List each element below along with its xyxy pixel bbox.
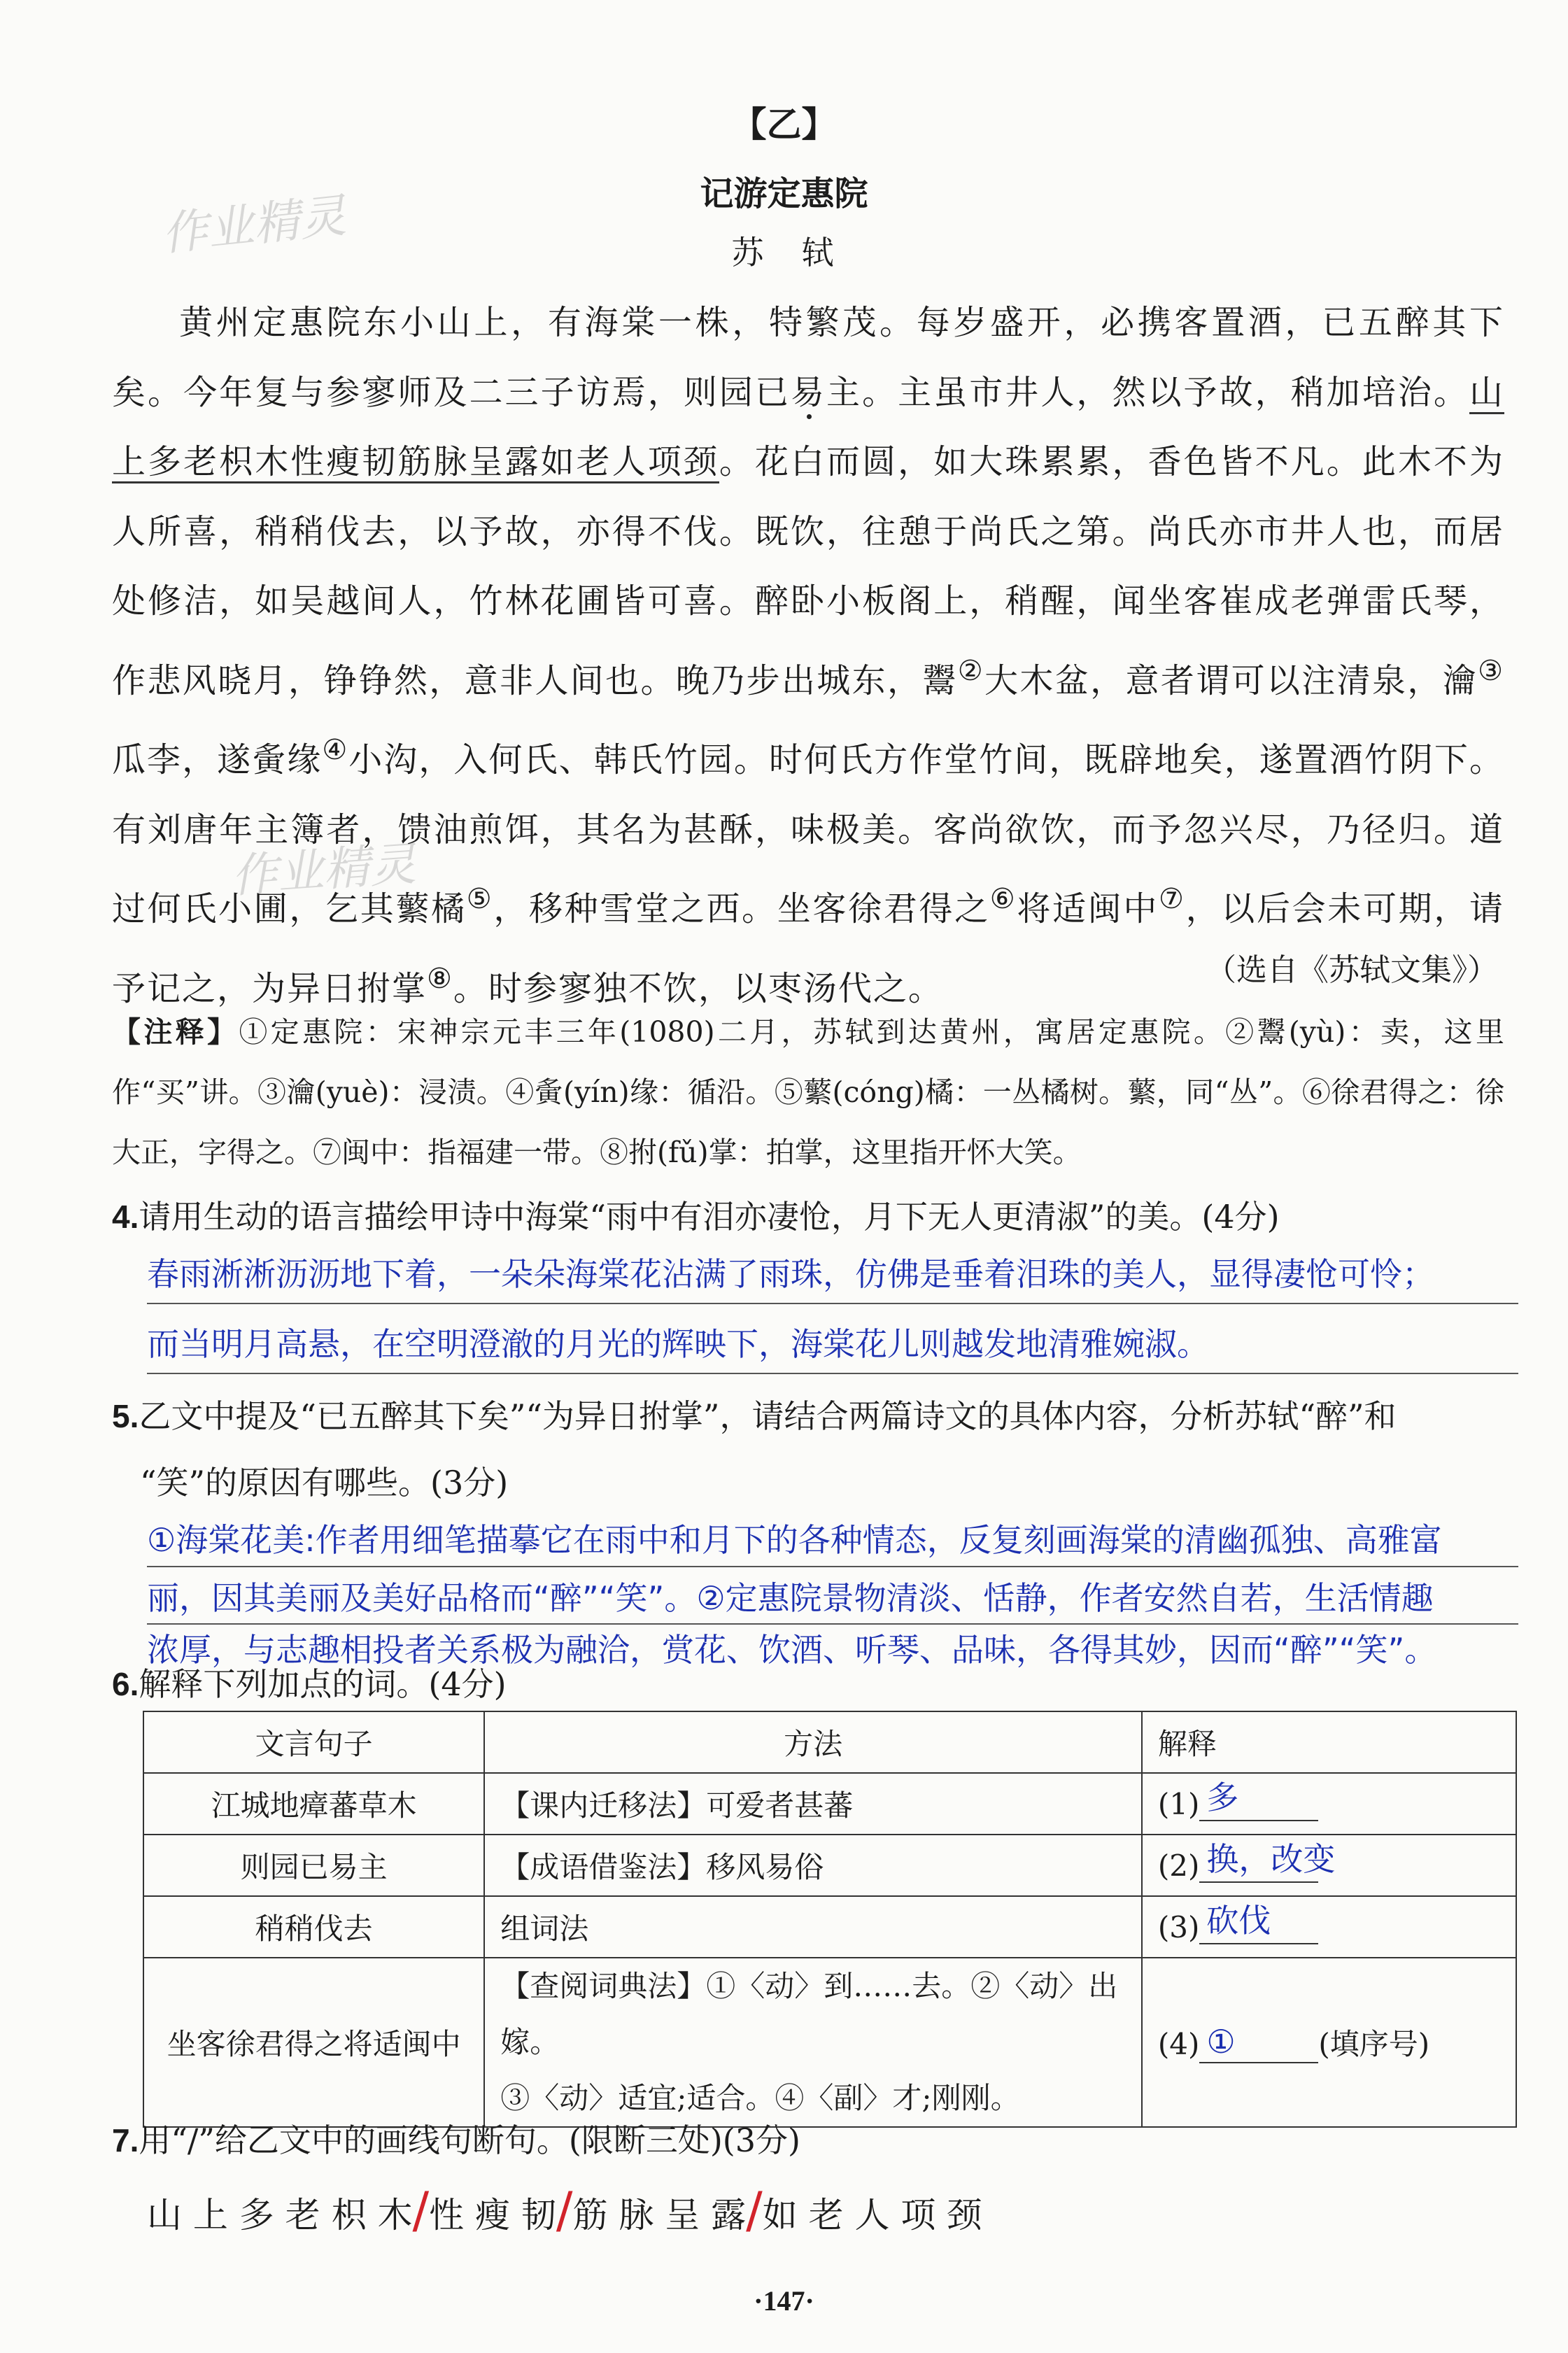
table-header-row	[143, 1711, 1516, 1773]
answer-5-line3: 浓厚，与志趣相投者关系极为融洽，赏花、饮酒、听琴、品味，各得其妙，因而“醉”“笑”。	[147, 1631, 1437, 1669]
underlined-sentence: 山上多老枳木性瘦韧筋脉呈露如老人项颈	[112, 373, 1504, 484]
table-cell: 组词法	[484, 1896, 1142, 1958]
author: 苏 轼	[731, 234, 837, 271]
question-6: 6.解释下列加点的词。(4分)	[112, 1665, 507, 1703]
slash-mark: /	[746, 2182, 763, 2239]
answer-text: 砍伐	[1206, 1901, 1271, 1939]
watermark: 作业精灵	[229, 836, 418, 904]
answer-text: 多	[1206, 1778, 1239, 1816]
table-cell: 坐客徐君得之将适闽中	[143, 1958, 484, 2127]
table-cell: 【课内迁移法】可爱者甚蕃	[484, 1773, 1142, 1835]
table-header: 方法	[484, 1711, 1142, 1773]
table-row	[143, 1773, 1516, 1835]
table-cell: 【查阅词典法】①〈动〉到……去。②〈动〉出嫁。 ③〈动〉适宜;适合。④〈副〉才;刚刚。	[484, 1958, 1142, 2127]
page-number: ·147·	[754, 2285, 814, 2317]
answer-text: ①	[1206, 2023, 1236, 2061]
table-cell: 稍稍伐去	[143, 1896, 484, 1958]
answer-4-line1: 春雨淅淅沥沥地下着，一朵朵海棠花沾满了雨珠，仿佛是垂着泪珠的美人，显得凄怆可怜；	[147, 1255, 1434, 1293]
table-row	[143, 1958, 1516, 2127]
dotted-word: 易	[790, 372, 827, 412]
table-row	[143, 1835, 1516, 1896]
answer-4-line2: 而当明月高悬，在空明澄澈的月光的辉映下，海棠花儿则越发地清雅婉淑。	[147, 1325, 1209, 1363]
segmentation-line: 山 上 多 老 枳 木/性 瘦 韧/筋 脉 呈 露/如 老 人 项 颈	[147, 2182, 982, 2239]
answer-cell: (4) ① (填序号)	[1142, 1958, 1516, 2127]
slash-mark: /	[556, 2182, 573, 2239]
table-row	[143, 1896, 1516, 1958]
slash-mark: /	[412, 2182, 430, 2239]
answer-5-line1: ①海棠花美:作者用细笔描摹它在雨中和月下的各种情态，反复刻画海棠的清幽孤独、高雅富	[147, 1521, 1442, 1559]
table-cell: 江城地瘴蕃草木	[143, 1773, 484, 1835]
answer-cell: (1) 多	[1142, 1773, 1516, 1835]
answer-cell: (3) 砍伐	[1142, 1896, 1516, 1958]
answer-cell: (2) 换，改变	[1142, 1835, 1516, 1896]
question-4: 4.请用生动的语言描绘甲诗中海棠“雨中有泪亦凄怆，月下无人更清淑”的美。(4分)	[112, 1198, 1280, 1236]
answer-rule	[147, 1303, 1518, 1304]
question-5-cont: “笑”的原因有哪些。(3分)	[140, 1464, 509, 1501]
table-cell: 【成语借鉴法】移风易俗	[484, 1835, 1142, 1896]
annotation-notes: 【注释】①定惠院：宋神宗元丰三年(1080)二月，苏轼到达黄州，寓居定惠院。②鬻(yù)：卖，这里作“买”讲。③瀹(yuè)：浸渍。④夤(yín)缘：循沿。⑤蘩(cóng)橘：一丛橘树。蘩，同“丛”。⑥徐君得之：徐大正，字得之。⑦闽中：指福建一带。⑧拊(fǔ)掌：拍掌，这里指开怀大笑。	[112, 1015, 1504, 1169]
passage-title: 记游定惠院	[700, 174, 868, 213]
table-header: 文言句子	[143, 1711, 484, 1773]
passage-text: 黄州定惠院东小山上，有海棠一株，特繁茂。每岁盛开，必携客置酒，已五醉其下矣。今年复与参寥师及二三子访焉，则园已易主。主虽市井人，然以予故，稍加培治。山上多老枳木性瘦韧筋脉呈露如老人项颈。花白而圆，如大珠累累，香色皆不凡。此木不为人所喜，稍稍伐去，以予故，亦得不伐。既饮，往憩于尚氏之第。尚氏亦市井人也，而居处修洁，如吴越间人，竹林花圃皆可喜。醉卧小板阁上，稍醒，闻坐客崔成老弹雷氏琴，作悲风晓月，铮铮然，意非人间也。晚乃步出城东，鬻②大木盆，意者谓可以注清泉，瀹③瓜李，遂夤缘④小沟，入何氏、韩氏竹园。时何氏方作堂竹间，既辟地矣，遂置酒竹阴下。有刘唐年主簿者，馈油煎饵，其名为甚酥，味极美。客尚欲饮，而予忽兴尽，乃径归。道过何氏小圃，乞其蘩橘⑤，移种雪堂之西。坐客徐君得之⑥将适闽中⑦，以后会未可期，请予记之，为异日拊掌⑧。时参寥独不饮，以枣汤代之。	[112, 303, 1505, 1008]
answer-rule	[147, 1373, 1518, 1374]
source-citation: （选自《苏轼文集》）	[1206, 952, 1498, 988]
watermark: 作业精灵	[159, 188, 348, 262]
table-cell: 则园已易主	[143, 1835, 484, 1896]
question-7: 7.用“/”给乙文中的画线句断句。(限断三处)(3分)	[112, 2121, 800, 2159]
answer-text: 换，改变	[1206, 1839, 1336, 1878]
table-header: 解释	[1142, 1711, 1516, 1773]
question-5: 5.乙文中提及“已五醉其下矣”“为异日拊掌”，请结合两篇诗文的具体内容，分析苏轼“醉”和	[112, 1397, 1397, 1435]
vocab-table	[143, 1711, 1517, 2128]
answer-rule	[147, 1566, 1518, 1567]
answer-5-line2: 丽，因其美丽及美好品格而“醉”“笑”。②定惠院景物清淡、恬静，作者安然自若，生活情趣	[147, 1579, 1434, 1617]
section-label: 【乙】	[731, 104, 837, 145]
